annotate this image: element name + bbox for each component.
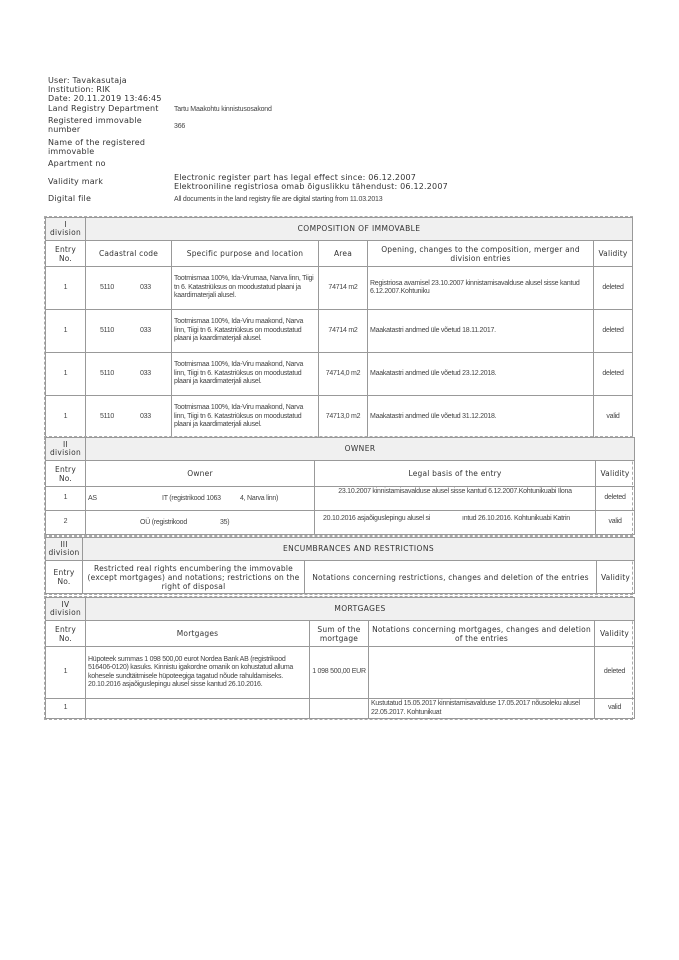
notations (369, 647, 595, 699)
col-header-notations: Notations concerning restrictions, changes and deletion of the entries (305, 561, 597, 594)
col-header-validity: Validity (597, 561, 635, 594)
purpose: Tootmismaa 100%, Ida-Viru maakond, Narva linn, Tiigi tn 6. Katastriüksus on moodustatud plaani ja kaardimaterjali alusel. (172, 310, 319, 353)
table-row (46, 396, 633, 439)
division-4-mortgages (44, 596, 633, 720)
validity-line-1: Electronic register part has legal effect since: 06.12.2007 (174, 173, 417, 182)
mortgage-text: Hüpoteek summas 1 098 500,00 eurot Nordea Bank AB (registrikood 516406-0120) kasuks. Kinnistu igakordne omanik on kohustatud alluma kohesele sundtäitmisele hüpoteegiga tagatud nõude rahuldamiseks. 20.10.2016 asjaõiguslepingu alusel sisse kantud 26.10.2016. (86, 647, 310, 699)
division-label: I division (46, 218, 86, 241)
info-label: Apartment no (48, 159, 106, 168)
user-line: User: Tavakasutaja (48, 76, 127, 85)
validity: deleted (595, 647, 635, 699)
info-label: Name of the registered immovable (48, 138, 146, 156)
owner: OÜ (registrikood 35) (86, 511, 315, 535)
mortgage-text (86, 699, 310, 719)
entry-no: 2 (46, 511, 86, 535)
entry-no: 1 (46, 647, 86, 699)
area: 74714,0 m2 (319, 353, 368, 396)
col-header-validity: Validity (596, 461, 635, 487)
col-header-restricted-rights: Restricted real rights encumbering the immovable (except mortgages) and notations; restrictions on the right of disposal (83, 561, 305, 594)
opening: Maakatastri andmed üle võetud 31.12.2018. (368, 396, 594, 439)
date-line: Date: 20.11.2019 13:46:45 (48, 94, 162, 103)
validity: deleted (594, 267, 633, 310)
division-label: II division (46, 438, 86, 461)
entry-no: 1 (46, 699, 86, 719)
purpose: Tootmismaa 100%, Ida-Viru maakond, Narva linn, Tiigi tn 6. Katastriüksus on moodustatud plaani ja kaardimaterjali alusel. (172, 353, 319, 396)
table-row (46, 310, 633, 353)
col-header-entry: Entry No. (46, 241, 86, 267)
info-label: Land Registry Department (48, 104, 159, 113)
division-3-encumbrances (44, 536, 633, 595)
validity: valid (595, 699, 635, 719)
col-header-validity: Validity (595, 621, 635, 647)
validity: valid (594, 396, 633, 439)
table-row (46, 511, 635, 535)
col-header-legal-basis: Legal basis of the entry (315, 461, 596, 487)
opening: Maakatastri andmed üle võetud 23.12.2018. (368, 353, 594, 396)
col-header-cadastral: Cadastral code (86, 241, 172, 267)
cadastral-code: 5110 033 (86, 396, 172, 439)
session-meta (48, 76, 162, 103)
area: 74714 m2 (319, 310, 368, 353)
info-label: Digital file (48, 194, 92, 203)
notations: Kustutatud 15.05.2017 kinnistamisavalduse 17.05.2017 nõusoleku alusel 22.05.2017. Kohtunikuat (369, 699, 595, 719)
cadastral-code: 5110 033 (86, 267, 172, 310)
division-label: IV division (46, 598, 86, 621)
col-header-notations: Notations concerning mortgages, changes and deletion of the entries (369, 621, 595, 647)
col-header-area: Area (319, 241, 368, 267)
entry-no: 1 (46, 267, 86, 310)
legal-basis: 20.10.2016 asjaõiguslepingu alusel si ıntud 26.10.2016. Kohtunikuabi Katrin (315, 511, 596, 535)
entry-no: 1 (46, 396, 86, 439)
info-value: Tartu Maakohtu kinnistusosakond (174, 106, 272, 113)
division-2-owner (44, 436, 633, 536)
col-header-entry: Entry No. (46, 461, 86, 487)
table-row (46, 647, 635, 699)
validity: deleted (594, 310, 633, 353)
validity: deleted (596, 487, 635, 511)
division-title: COMPOSITION OF IMMOVABLE (86, 218, 633, 241)
opening: Registriosa avamisel 23.10.2007 kinnistamisavalduse alusel sisse kantud 6.12.2007.Kohtuniku (368, 267, 594, 310)
validity: deleted (594, 353, 633, 396)
entry-no: 1 (46, 487, 86, 511)
cadastral-code: 5110 033 (86, 353, 172, 396)
table-row (46, 699, 635, 719)
table-row (46, 487, 635, 511)
entry-no: 1 (46, 353, 86, 396)
division-1-composition (44, 216, 633, 440)
table-row (46, 267, 633, 310)
col-header-entry: Entry No. (46, 561, 83, 594)
purpose: Tootmismaa 100%, Ida-Viru maakond, Narva linn, Tiigi tn 6. Katastriüksus on moodustatud plaani ja kaardimaterjali alusel. (172, 396, 319, 439)
info-value: 366 (174, 123, 186, 130)
division-title: OWNER (86, 438, 635, 461)
col-header-entry: Entry No. (46, 621, 86, 647)
validity-line-2: Elektrooniline registriosa omab õiguslikku tähendust: 06.12.2007 (174, 182, 448, 191)
col-header-opening: Opening, changes to the composition, merger and division entries (368, 241, 594, 267)
info-value: All documents in the land registry file are digital starting from 11.03.2013 (174, 196, 383, 203)
col-header-mortgages: Mortgages (86, 621, 310, 647)
purpose: Tootmismaa 100%, Ida-Virumaa, Narva linn, Tiigi tn 6. Katastriüksus on moodustatud plaani ja kaardimaterjali alusel. (172, 267, 319, 310)
col-header-owner: Owner (86, 461, 315, 487)
info-label: Validity mark (48, 177, 104, 186)
mortgage-sum (310, 699, 369, 719)
legal-basis: 23.10.2007 kinnistamisavalduse alusel sisse kantud 6.12.2007.Kohtunikuabi Ilona (315, 487, 596, 511)
division-title: MORTGAGES (86, 598, 635, 621)
cadastral-code: 5110 033 (86, 310, 172, 353)
col-header-sum: Sum of the mortgage (310, 621, 369, 647)
mortgage-sum: 1 098 500,00 EUR (310, 647, 369, 699)
owner: AS IT (registrikood 1063 4, Narva linn) (86, 487, 315, 511)
validity: valid (596, 511, 635, 535)
area: 74713,0 m2 (319, 396, 368, 439)
area: 74714 m2 (319, 267, 368, 310)
col-header-validity: Validity (594, 241, 633, 267)
division-title: ENCUMBRANCES AND RESTRICTIONS (83, 538, 635, 561)
division-label: III division (46, 538, 83, 561)
opening: Maakatastri andmed üle võetud 18.11.2017. (368, 310, 594, 353)
col-header-purpose: Specific purpose and location (172, 241, 319, 267)
entry-no: 1 (46, 310, 86, 353)
info-label: Registered immovable number (48, 116, 142, 134)
institution-line: Institution: RIK (48, 85, 111, 94)
table-row (46, 353, 633, 396)
